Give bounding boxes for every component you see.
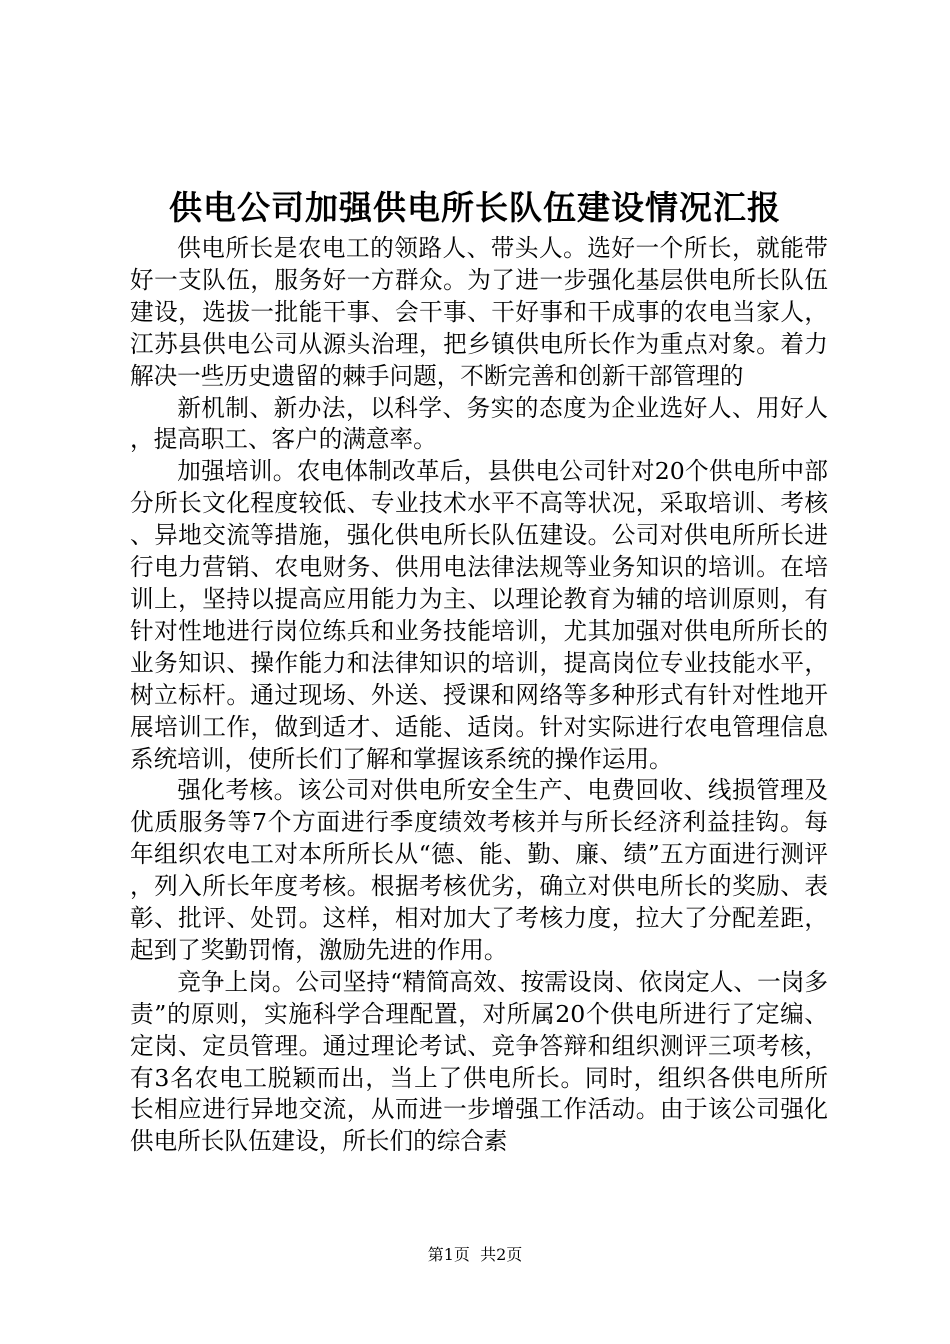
- page-footer: [0, 1245, 950, 1265]
- paragraph-competition: 竞争上岗。公司坚持“精简高效、按需设岗、依岗定人、一岗多责”的原则，实施科学合理配置，对所属20个供电所进行了定编、定岗、定员管理。通过理论考试、竞争答辩和组织测评三项考核，有3名农电工脱颖而出，当上了供电所长。同时，组织各供电所所长相应进行异地交流，从而进一步增强工作活动。由于该公司强化供电所长队伍建设，所长们的综合素: [130, 967, 828, 1156]
- paragraph-intro: 供电所长是农电工的领路人、带头人。选好一个所长，就能带好一支队伍，服务好一方群众。为了进一步强化基层供电所长队伍建设，选拔一批能干事、会干事、干好事和干成事的农电当家人，江苏县供电公司从源头治理，把乡镇供电所长作为重点对象。着力解决一些历史遗留的棘手问题，不断完善和创新干部管理的: [130, 234, 828, 390]
- paragraph-continuation: 新机制、新办法，以科学、务实的态度为企业选好人、用好人，提高职工、客户的满意率。: [130, 393, 828, 454]
- page-number: 第1页: [427, 1245, 470, 1264]
- document-title: 供电公司加强供电所长队伍建设情况汇报: [169, 188, 781, 227]
- page-total: 共2页: [480, 1245, 523, 1264]
- document-body: [130, 233, 828, 1158]
- paragraph-training: 加强培训。农电体制改革后，县供电公司针对20个供电所中部分所长文化程度较低、专业技术水平不高等状况，采取培训、考核、异地交流等措施，强化供电所长队伍建设。公司对供电所所长进行电力营销、农电财务、供用电法律法规等业务知识的培训。在培训上，坚持以提高应用能力为主、以理论教育为辅的培训原则，有针对性地进行岗位练兵和业务技能培训，尤其加强对供电所所长的业务知识、操作能力和法律知识的培训，提高岗位专业技能水平，树立标杆。通过现场、外送、授课和网络等多种形式有针对性地开展培训工作，做到适才、适能、适岗。针对实际进行农电管理信息系统培训，使所长们了解和掌握该系统的操作运用。: [130, 457, 828, 773]
- paragraph-assessment: 强化考核。该公司对供电所安全生产、电费回收、线损管理及优质服务等7个方面进行季度绩效考核并与所长经济利益挂钩。每年组织农电工对本所所长从“德、能、勤、廉、绩”五方面进行测评，列入所长年度考核。根据考核优劣，确立对供电所长的奖励、表彰、批评、处罚。这样，相对加大了考核力度，拉大了分配差距，起到了奖勤罚惰，激励先进的作用。: [130, 776, 828, 964]
